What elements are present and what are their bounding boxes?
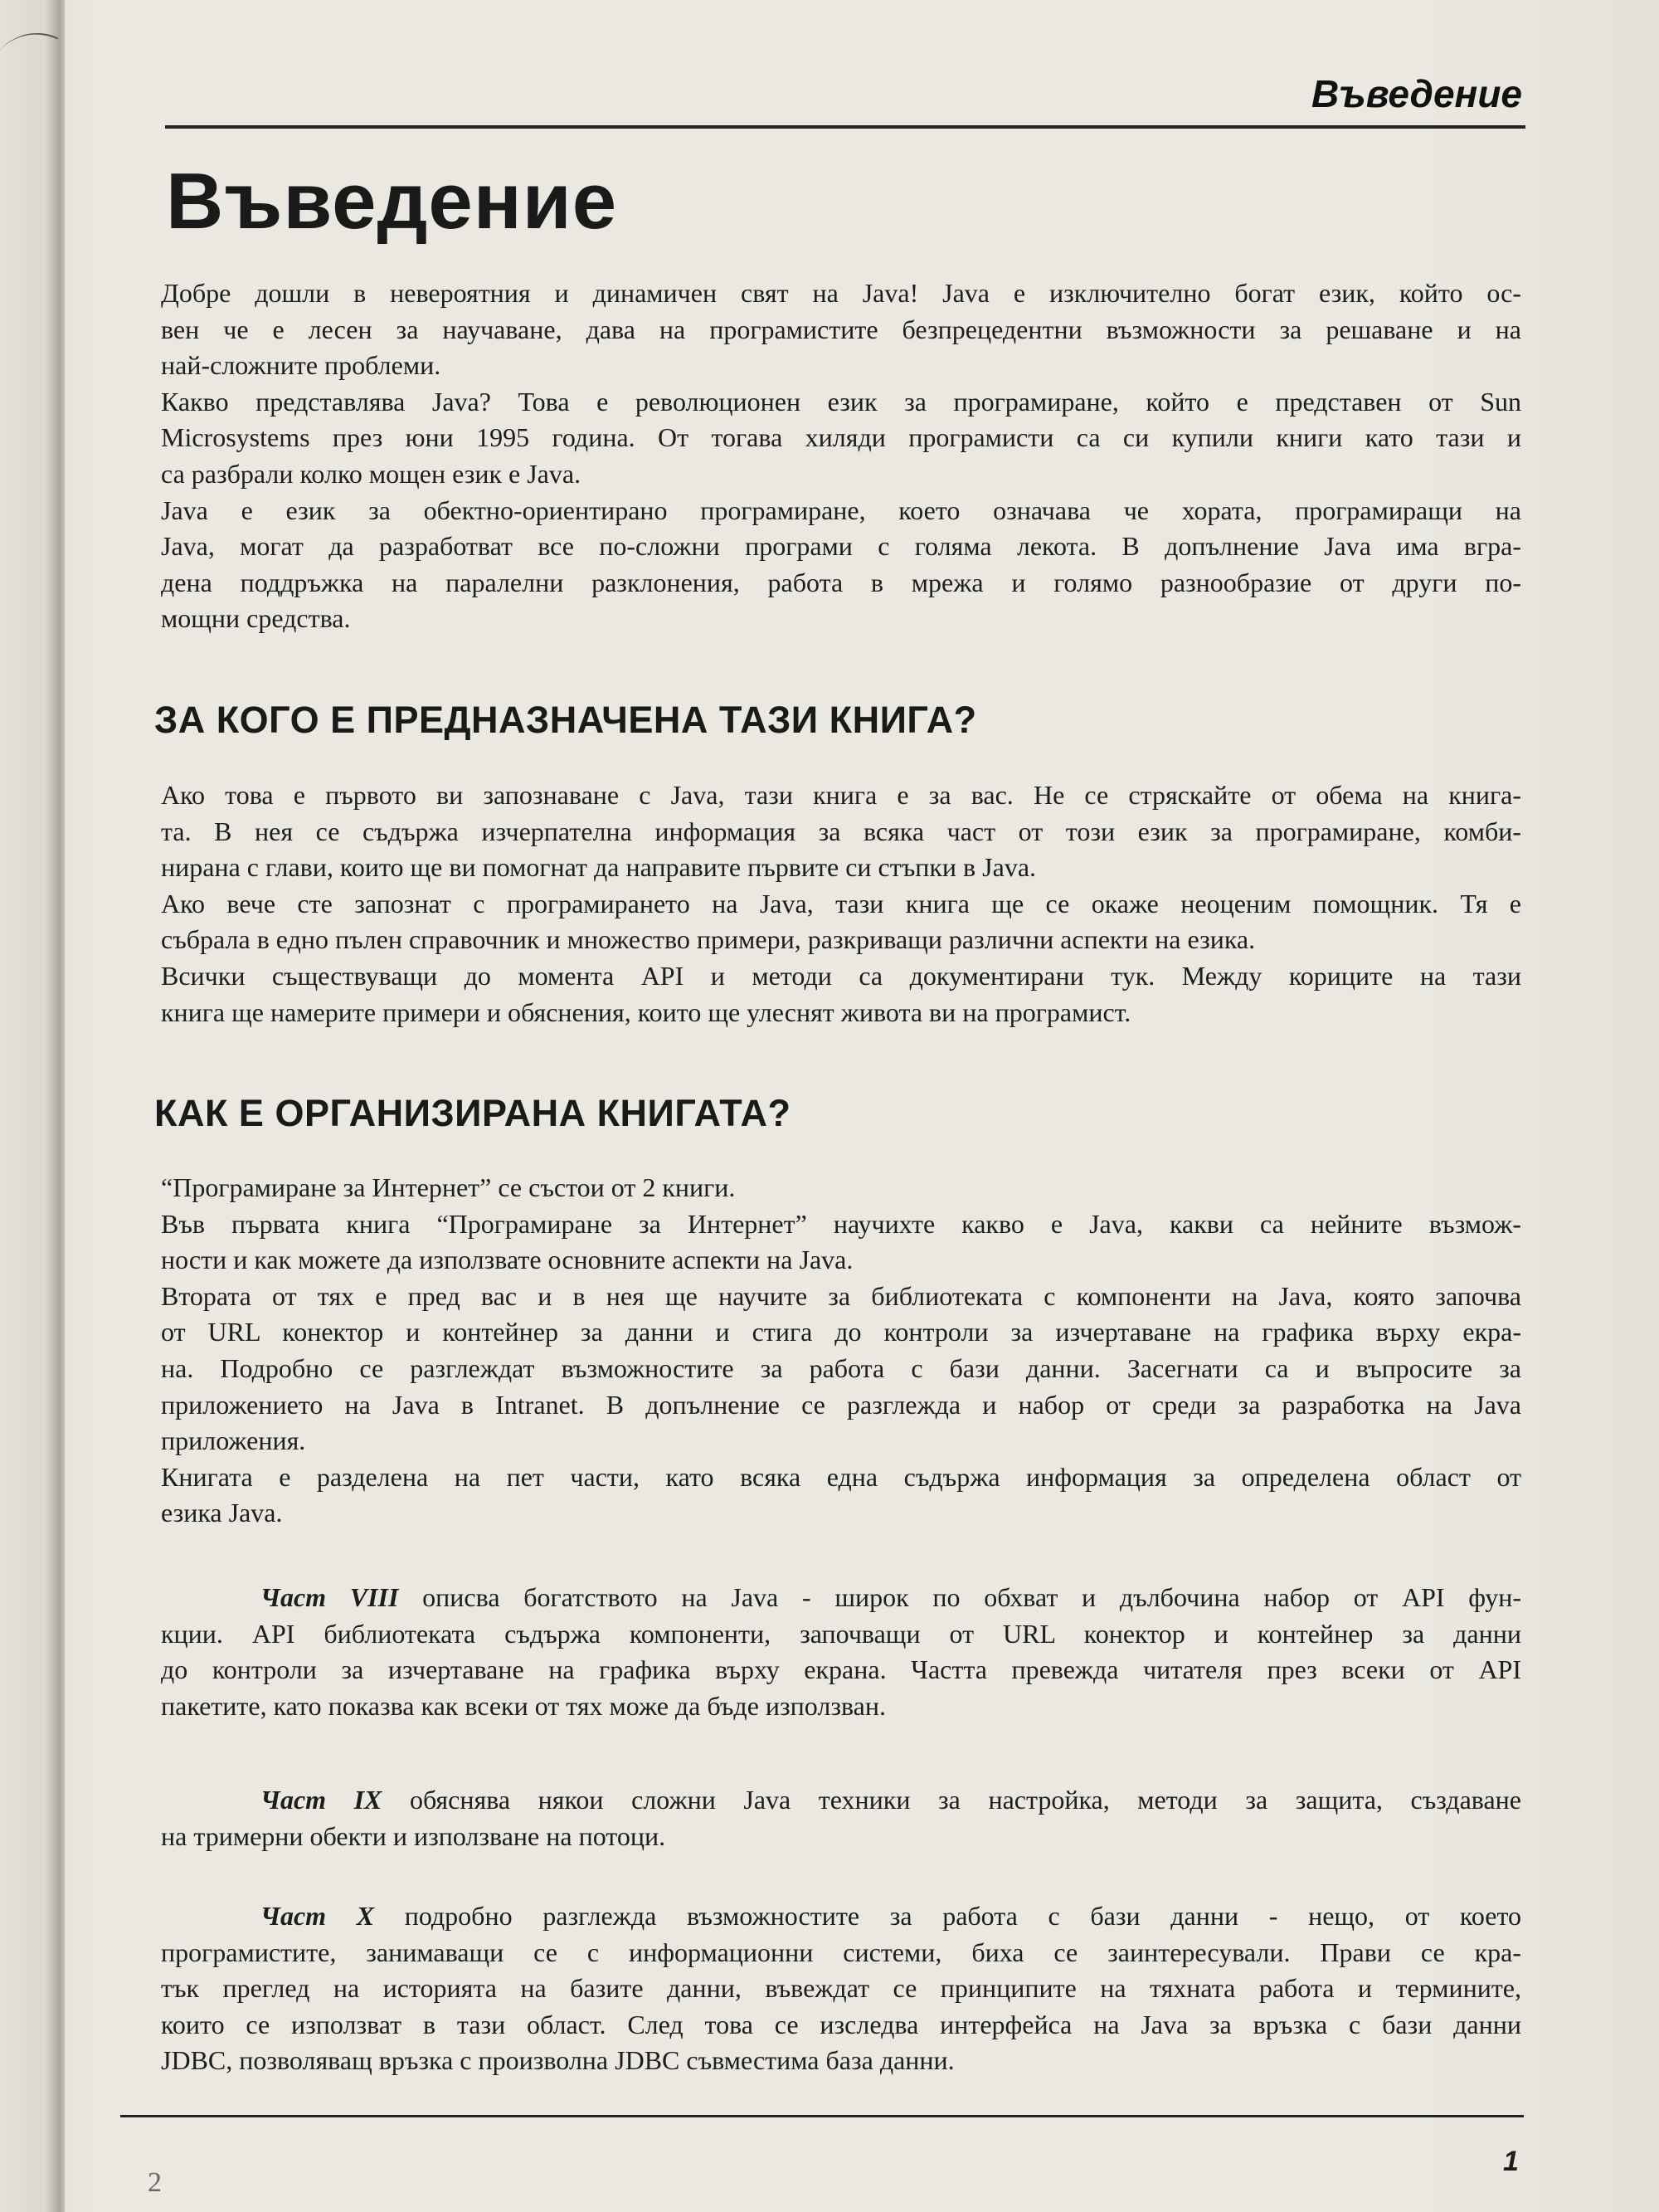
intro-text [161, 275, 1521, 637]
text-line: Какво представлява Java? Това е революционен език за програмиране, който е представен от Sun [161, 386, 1521, 417]
part-label: Част IX [260, 1785, 382, 1815]
text-line: Всички съществуващи до момента API и методи са документирани тук. Между кориците на тази [161, 960, 1521, 991]
text-line [161, 1782, 1521, 1819]
text-line: Ако вече сте запознат с програмирането на Java, тази книга ще се окаже неоценим помощник. Тя е [161, 888, 1521, 918]
text-line: Ако това е първото ви запознаване с Java, тази книга е за вас. Не се стряскайте от обема на книга- [161, 780, 1521, 810]
text-line: до контроли за изчертаване на графика върху екрана. Частта превежда читателя през всеки от API [161, 1654, 1521, 1685]
text-line: от URL конектор и контейнер за данни и стига до контроли за изчертаване на графика върху екра- [161, 1317, 1521, 1347]
text-line: на. Подробно се разглеждат възможностите за работа с бази данни. Засегнати са и въпросите за [161, 1352, 1521, 1383]
text-line: Java, могат да разработват все по-сложни програми с голяма лекота. В допълнение Java има вгра- [161, 531, 1521, 562]
text-line: Втората от тях е пред вас и в нея ще научите за библиотеката с компоненти на Java, която започва [161, 1280, 1521, 1311]
text-line: Във първата книга “Програмиране за Интернет” научихте какво е Java, какви са нейните възмож- [161, 1208, 1521, 1239]
text-line: приложения. [161, 1425, 306, 1456]
text-line: са разбрали колко мощен език е Java. [161, 458, 581, 489]
part-label: Част X [260, 1901, 375, 1931]
text-line: пакетите, като показва как всеки от тях може да бъде използван. [161, 1690, 886, 1721]
text-line: на тримерни обекти и използване на потоци. [161, 1820, 666, 1851]
page-number-right: 1 [1503, 2146, 1519, 2177]
text-line: най-сложните проблеми. [161, 350, 441, 381]
text-line: ности и как можете да използвате основните аспекти на Java. [161, 1245, 854, 1275]
text-line: приложението на Java в Intranet. В допълнение се разглежда и набор от среди за разработка на Java [161, 1389, 1521, 1420]
text-line: JDBC, позволяващ връзка с произволна JDBC съвместима база данни. [161, 2045, 955, 2076]
text-line [161, 1580, 1521, 1616]
text-line: мощни средства. [161, 603, 351, 634]
text-line: та. В нея се съдържа изчерпателна информация за всяка част от този език за програмиране, комби- [161, 816, 1521, 846]
text-line: Книгата е разделена на пет части, като всяка една съдържа информация за определена област от [161, 1461, 1521, 1492]
footer-rule [120, 2115, 1524, 2117]
running-head: Въведение [1311, 72, 1522, 115]
text-line: нирана с глави, които ще ви помогнат да направите първите си стъпки в Java. [161, 852, 1037, 883]
part-text: обяснява някои сложни Java техники за настройка, методи за защита, създаване [382, 1785, 1522, 1815]
part-ix-text [161, 1782, 1521, 1854]
text-line: книга ще намерите примери и обяснения, които ще улеснят живота ви на програмист. [161, 996, 1131, 1027]
text-line: вен че е лесен за научаване, дава на програмистите безпрецедентни възможности за решаване и на [161, 314, 1521, 344]
text-line: тък преглед на историята на базите данни, въвеждат се принципите на тяхната работа и термините, [161, 1973, 1521, 2004]
part-text: подробно разглежда възможностите за работа с бази данни - нещо, от което [374, 1901, 1521, 1931]
text-line: събрала в едно пълен справочник и множество примери, разкриващи различни аспекти на езика. [161, 924, 1256, 955]
text-line [161, 1898, 1521, 1935]
section-heading-organization: КАК Е ОРГАНИЗИРАНА КНИГАТА? [154, 1092, 791, 1134]
part-text: описва богатството на Java - широк по обхват и дълбочина набор от API фун- [398, 1582, 1521, 1612]
part-label: Част VIII [260, 1582, 399, 1612]
section-organization-text [161, 1170, 1521, 1532]
text-line: Добре дошли в невероятния и динамичен свят на Java! Java е изключително богат език, който ос- [161, 278, 1521, 308]
page-number-left: 2 [148, 2167, 162, 2198]
page-title: Въведение [166, 157, 618, 246]
text-line: програмистите, занимаващи се с информационни системи, биха се заинтересували. Прави се кра- [161, 1937, 1521, 1967]
text-line: които се използват в тази област. След това се изследва интерфейса на Java за връзка с бази данни [161, 2009, 1521, 2039]
text-line: “Програмиране за Интернет” се състои от 2 книги. [161, 1172, 736, 1202]
header-rule [165, 125, 1525, 129]
left-page-edge [0, 0, 65, 2212]
section-heading-audience: ЗА КОГО Е ПРЕДНАЗНАЧЕНА ТАЗИ КНИГА? [154, 699, 977, 741]
text-line: езика Java. [161, 1498, 283, 1528]
text-line: Microsystems през юни 1995 година. От тогава хиляди програмисти са си купили книги като тази и [161, 422, 1521, 453]
text-line: дена поддръжка на паралелни разклонения, работа в мрежа и голямо разнообразие от други по- [161, 567, 1521, 597]
part-viii-text [161, 1580, 1521, 1724]
section-audience-text [161, 777, 1521, 1030]
text-line: Java е език за обектно-ориентирано програмиране, което означава че хората, програмиращи на [161, 495, 1521, 525]
part-x-text [161, 1898, 1521, 2079]
text-line: кции. API библиотеката съдържа компоненти, започващи от URL конектор и контейнер за данни [161, 1618, 1521, 1649]
